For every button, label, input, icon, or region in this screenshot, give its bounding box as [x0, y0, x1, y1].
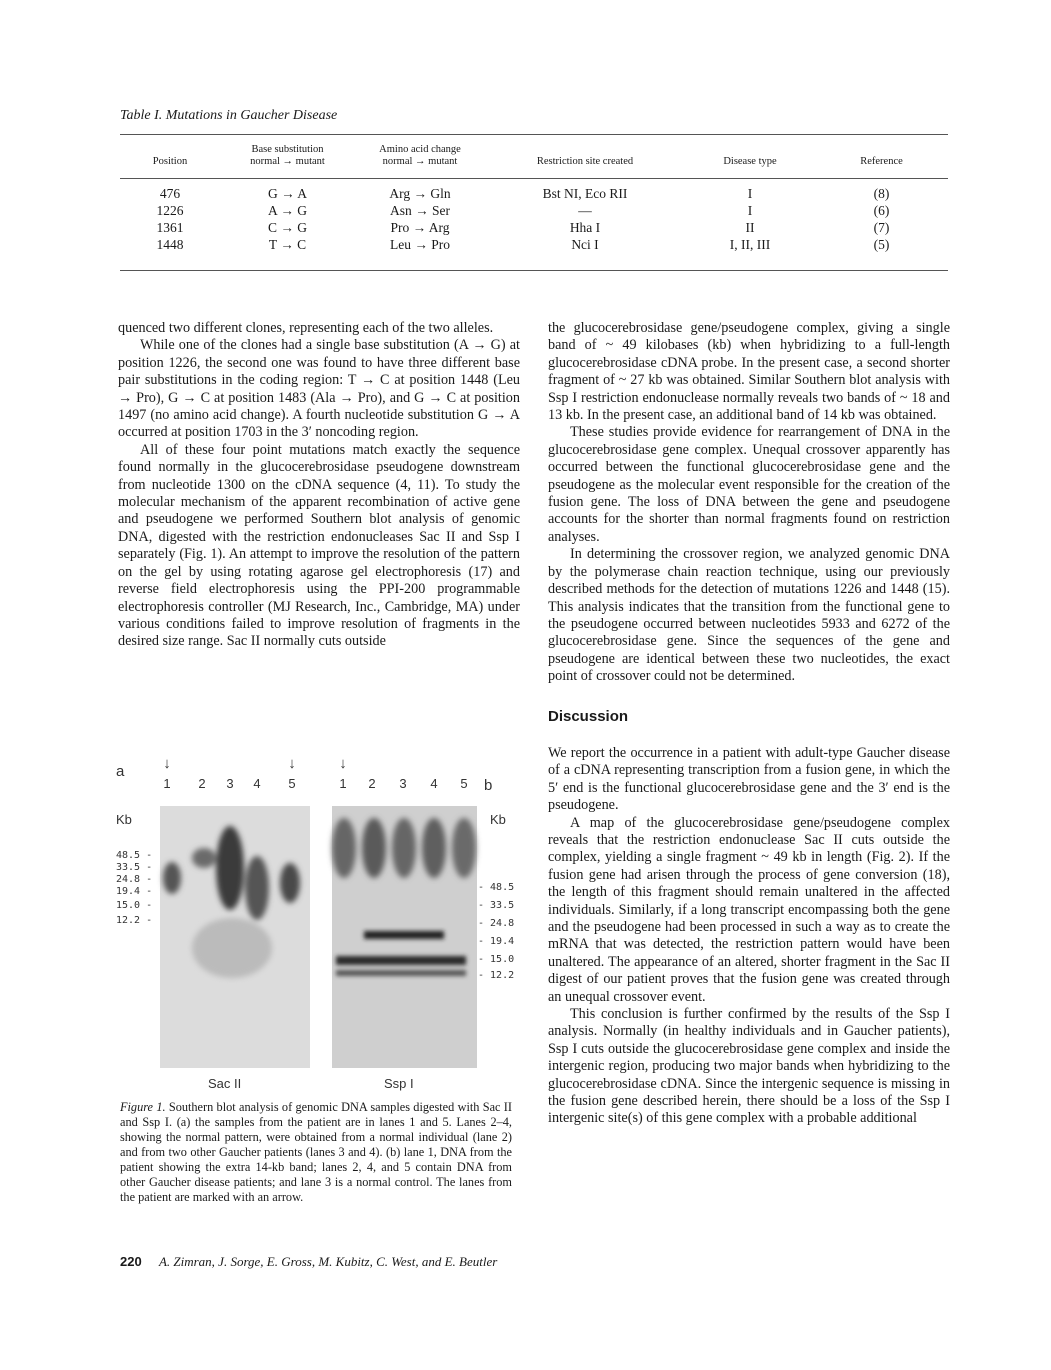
- page-number: 220: [120, 1254, 142, 1269]
- lane-label: 2: [368, 776, 376, 791]
- cell-position: 476: [159, 185, 181, 201]
- cell-site: Nci I: [571, 236, 599, 252]
- footer-authors: A. Zimran, J. Sorge, E. Gross, M. Kubitz, C. West, and E. Beutler: [158, 1254, 498, 1269]
- size-marker: - 24.8: [478, 918, 515, 929]
- header-amino-acid-change: Amino acid change normal → mutant: [379, 144, 461, 167]
- mutations-table: [120, 140, 948, 253]
- size-marker: 24.8 -: [116, 874, 153, 885]
- left-column: [118, 320, 520, 651]
- cell-disease: I: [747, 202, 753, 218]
- table-top-rule: [120, 134, 948, 135]
- arrow-icon: ↓: [288, 755, 296, 772]
- cell-disease: II: [745, 219, 755, 235]
- cell-base: T → C: [268, 236, 307, 252]
- cell-disease: I, II, III: [729, 236, 771, 252]
- cell-position: 1448: [156, 236, 184, 252]
- cell-ref: (7): [873, 219, 890, 235]
- paragraph: We report the occurrence in a patient with adult-type Gaucher disease of a cDNA representing transcription from a fusion gene, in which the 5′ end is the functional glucocerebrosidase gene and the 3′ end is the pseudogene.: [548, 744, 950, 814]
- size-marker: - 12.2: [478, 970, 515, 981]
- cell-site: Bst NI, Eco RII: [542, 185, 628, 201]
- lane-label: 2: [198, 776, 206, 791]
- cell-ref: (8): [873, 185, 890, 201]
- cell-position: 1226: [156, 202, 184, 218]
- paragraph: quenced two different clones, representing each of the two alleles.: [118, 320, 494, 336]
- cell-amino: Pro → Arg: [390, 219, 450, 235]
- cell-base: A → G: [267, 202, 307, 218]
- size-marker: - 15.0: [478, 954, 515, 965]
- cell-position: 1361: [156, 219, 184, 235]
- table-bottom-rule: [120, 270, 948, 271]
- header-disease-type: Disease type: [723, 156, 777, 167]
- size-marker: 15.0 -: [116, 900, 153, 911]
- size-marker: 19.4 -: [116, 886, 153, 897]
- panel-b-label: b: [484, 777, 493, 794]
- kb-label-left: Kb: [116, 812, 132, 827]
- cell-ref: (6): [873, 202, 890, 218]
- arrow-icon: ↓: [163, 755, 171, 772]
- table-row: [120, 179, 948, 203]
- size-marker: 48.5 -: [116, 850, 153, 861]
- lane-label: 4: [253, 776, 261, 791]
- arrow-icon: ↓: [339, 755, 347, 772]
- caption-lead: Figure 1.: [120, 1100, 166, 1114]
- figure-caption: [120, 1100, 512, 1205]
- header-position: Position: [152, 156, 188, 167]
- size-marker: 12.2 -: [116, 915, 153, 926]
- table-row: [120, 202, 948, 219]
- size-marker: 33.5 -: [116, 862, 153, 873]
- lane-label: 1: [339, 776, 347, 791]
- table-header-row: [120, 140, 948, 179]
- right-column: [548, 320, 950, 1128]
- lane-label: 5: [460, 776, 468, 791]
- cell-ref: (5): [873, 236, 890, 252]
- paragraph: All of these four point mutations match exactly the sequence found normally in the glucocerebrosidase pseudogene downstream from nucleotide 1300 on the cDNA sequence (4, 11). To study the molecular mechanism of the apparent recombination of active gene and pseudogene we performed Southern blot analysis of genomic DNA, digested with the restriction endonucleases Sac II and Ssp I separately (Fig. 1). An attempt to improve the resolution of the pattern on the gel by using rotating agarose gel electrophoresis (17) and reverse field electrophoresis using the PPI-200 programmable electrophoresis controller (MJ Research, Inc., Cambridge, MA) under various conditions failed to improve resolution of fragments in the desired size range. Sac II normally cuts outside: [118, 441, 520, 650]
- cell-amino: Arg → Gln: [389, 185, 451, 201]
- lane-label: 3: [399, 776, 407, 791]
- table-title: Table I. Mutations in Gaucher Disease: [120, 108, 338, 123]
- table-row: [120, 236, 948, 253]
- cell-base: G → A: [267, 185, 307, 201]
- lane-label: 4: [430, 776, 438, 791]
- cell-amino: Asn → Ser: [390, 202, 450, 218]
- paragraph: This conclusion is further confirmed by the results of the Ssp I analysis. Normally (in healthy individuals and in Gaucher patients), Ssp I cuts outside the glucocerebrosidase gene complex and inside the intergenic region, producing two major bands when hybridizing to the glucocerebrosidase cDNA. Since the intergenic sequence is missing in the fusion gene described herein, there should be a loss of the Ssp I intergenic site(s) of this gene complex with a probable additional: [548, 1006, 950, 1127]
- lane-label: 3: [226, 776, 234, 791]
- cell-amino: Leu → Pro: [390, 236, 450, 252]
- cell-site: —: [578, 202, 592, 218]
- size-marker: - 33.5: [478, 900, 515, 911]
- paragraph: In determining the crossover region, we analyzed genomic DNA by the polymerase chain reaction technique, using our previously described methods for the detection of mutations 1226 and 1448 (15). This analysis indicates that the transition from the functional gene to the pseudogene occurred between nucleotides 5933 and 6272 of the glucocerebrosidase gene. Since the sequences of the gene and pseudogene are identical between these two nucleotides, the exact point of crossover could not be determined.: [548, 546, 950, 685]
- header-reference: Reference: [860, 156, 903, 167]
- page-footer: [120, 1254, 497, 1270]
- caption-text: Southern blot analysis of genomic DNA samples digested with Sac II and Ssp I. (a) the samples from the patient are in lanes 1 and 5. Lanes 2–4, showing the normal pattern, were obtained from a normal individual (lane 2) and from two other Gaucher patients (lanes 3 and 4). (b) lane 1, DNA from the patient showing the extra 14-kb band; lanes 2, 4, and 5 contain DNA from other Gaucher disease patients; and lane 3 is a normal control. The lanes from the patient are marked with an arrow.: [120, 1100, 512, 1204]
- paragraph: the glucocerebrosidase gene/pseudogene complex, giving a single band of ~ 49 kilobases (kb) when hybridizing to a full-length glucocerebrosidase cDNA probe. In the present case, a second shorter fragment of ~ 27 kb was obtained. Similar Southern blot analysis with Ssp I restriction endonuclease normally reveals two bands of ~ 18 and 13 kb. In the present case, an additional band of 14 kb was obtained.: [548, 320, 950, 424]
- ssp-i-label: Ssp I: [384, 1076, 414, 1091]
- paragraph: These studies provide evidence for rearrangement of DNA in the glucocerebrosidase gene complex. Unequal crossover apparently has occurred between the functional glucocerebrosidase gene and the pseudogene as the molecular event responsible for the creation of the fusion gene. The loss of DNA between the gene and pseudogene accounts for the shorter than normal fragments found on restriction analyses.: [548, 424, 950, 545]
- paragraph: While one of the clones had a single base substitution (A → G) at position 1226, the second one was found to have three different base pair substitutions in the coding region: T → C at position 1448 (Leu → Pro), G → C at position 1483 (Ala → Pro), and G → C at position 1497 (no amino acid change). A fourth nucleotide substitution G → A occurred at position 1703 in the 3′ noncoding region.: [118, 337, 520, 441]
- paragraph: A map of the glucocerebrosidase gene/pseudogene complex reveals that the restriction endonuclease Sac II cuts outside the complex, yielding a single fragment ~ 49 kb in length (Fig. 2). If the fusion gene had arisen through the process of gene conversion (18), the length of this fragment should remain unaltered in the affected individuals. Similarly, if a long transcript encompassing both the gene and the pseudogene had been processed in such a way as to create the mRNA that was detected, the restriction pattern would have been unaltered. The appearance of an altered, shorter fragment in the Sac II digest of our patient proves that the fusion gene was created through an unequal crossover event.: [548, 814, 950, 1005]
- lane-label: 5: [288, 776, 296, 791]
- size-marker: - 48.5: [478, 882, 515, 893]
- kb-label-right: Kb: [490, 812, 506, 827]
- lane-label: 1: [163, 776, 171, 791]
- header-base-substitution: Base substitution normal → mutant: [250, 144, 325, 167]
- panel-a-label: a: [116, 763, 125, 780]
- cell-site: Hha I: [569, 219, 601, 235]
- sac-ii-label: Sac II: [208, 1076, 242, 1091]
- size-marker: - 19.4: [478, 936, 515, 947]
- header-restriction-site: Restriction site created: [536, 156, 634, 167]
- cell-disease: I: [747, 185, 753, 201]
- southern-blot-figure: [112, 748, 520, 1096]
- cell-base: C → G: [267, 219, 307, 235]
- table-row: [120, 219, 948, 236]
- discussion-heading: Discussion: [548, 707, 629, 725]
